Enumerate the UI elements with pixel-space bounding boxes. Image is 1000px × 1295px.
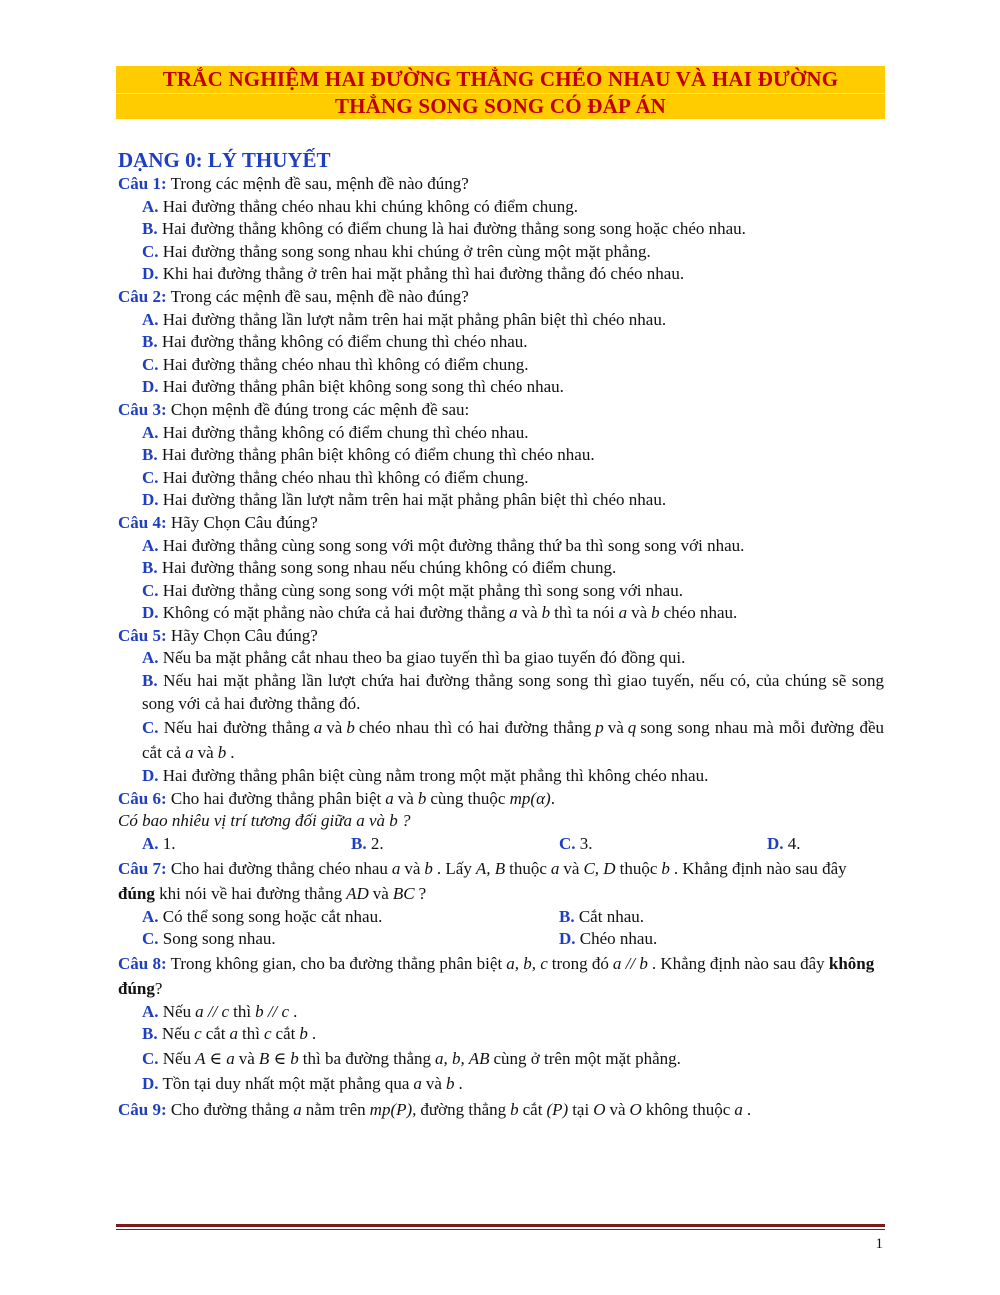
option-d: D. 4. (767, 834, 801, 854)
question-text: Hãy Chọn Câu đúng? (170, 625, 318, 645)
option-d: D. Hai đường thẳng phân biệt cùng nằm trong một mặt phẳng thì không chéo nhau. (142, 766, 709, 786)
title-line-1: TRẮC NGHIỆM HAI ĐƯỜNG THẲNG CHÉO NHAU VÀ HAI ĐƯỜNG (162, 67, 839, 91)
option-a: A. Nếu ba mặt phẳng cắt nhau theo ba giao tuyến thì ba giao tuyến đó đồng qui. (142, 648, 686, 668)
question-text: Trong các mệnh đề sau, mệnh đề nào đúng? (170, 174, 469, 193)
option-a: A. Nếu a // c thì b // c . (142, 1001, 298, 1021)
question-1 (118, 173, 884, 196)
option-c: C. Hai đường thẳng chéo nhau thì không có điểm chung. (142, 467, 529, 487)
option-c: C. Hai đường thẳng chéo nhau thì không có điểm chung. (142, 354, 529, 374)
question-label: Câu 3: (118, 399, 167, 419)
options-row (118, 928, 884, 951)
question-label: Câu 8: (118, 953, 167, 973)
option-c: C. Hai đường thẳng cùng song song với một mặt phẳng thì song song với nhau. (142, 580, 683, 600)
question-label: Câu 1: (118, 174, 167, 193)
footer-rule-thin (116, 1229, 885, 1230)
option-b: B. Hai đường thẳng song song nhau nếu chúng không có điểm chung. (142, 558, 617, 578)
option-b: B. Hai đường thẳng phân biệt không có điểm chung thì chéo nhau. (142, 445, 595, 465)
question-label: Câu 7: (118, 858, 167, 878)
question-7: Câu 7: Cho hai đường thẳng chéo nhau a và b . Lấy A, B thuộc a và C, D thuộc b . Khẳng định nào sau đây đúng khi nói về hai đường thẳng AD và BC ? (118, 858, 847, 903)
question-label: Câu 2: (118, 286, 167, 306)
option-c: C. 3. (559, 834, 593, 854)
option-a: A. Hai đường thẳng cùng song song với một đường thẳng thứ ba thì song song với nhau. (142, 535, 745, 555)
option-d: D. Tồn tại duy nhất một mặt phẳng qua a và b . (142, 1074, 463, 1093)
option-d: D. Khi hai đường thẳng ở trên hai mặt phẳng thì hai đường thẳng đó chéo nhau. (142, 264, 685, 284)
question-6: Câu 6: Cho hai đường thẳng phân biệt a và b cùng thuộc mp(α). (118, 788, 555, 808)
option-d: D. Hai đường thẳng phân biệt không song song thì chéo nhau. (142, 377, 564, 397)
option-c: C. Nếu hai đường thẳng a và b chéo nhau thì có hai đường thẳng p và q song song nhau mà mỗi đường đều cắt cả a và b . (142, 718, 884, 763)
question-5 (118, 625, 884, 648)
question-3 (118, 399, 884, 422)
option-b: B. Nếu hai mặt phẳng lần lượt chứa hai đường thẳng song song thì giao tuyến, nếu có, của chúng sẽ song song với cả hai đường thẳng đó. (142, 671, 885, 713)
page-number: 1 (875, 1236, 883, 1252)
question-note: Có bao nhiêu vị trí tương đối giữa a và b ? (118, 811, 411, 831)
option-a: A. Hai đường thẳng chéo nhau khi chúng không có điểm chung. (142, 196, 579, 216)
title-banner (116, 66, 885, 119)
options-row (118, 833, 884, 856)
title-line-2: THẲNG SONG SONG CÓ ĐÁP ÁN (334, 94, 667, 118)
option-a: A. Có thể song song hoặc cắt nhau. (142, 906, 383, 926)
question-8: Câu 8: Trong không gian, cho ba đường thẳng phân biệt a, b, c trong đó a // b . Khẳng định nào sau đây không đúng? (118, 953, 875, 998)
option-b: B. Cắt nhau. (559, 906, 644, 926)
question-4 (118, 512, 884, 535)
question-9: Câu 9: Cho đường thẳng a nằm trên mp(P), đường thẳng b cắt (P) tại O và O không thuộc a . (118, 1100, 752, 1119)
option-c: C. Hai đường thẳng song song nhau khi chúng ở trên cùng một mặt phẳng. (142, 241, 651, 261)
option-a: A. 1. (142, 834, 176, 854)
question-text: Hãy Chọn Câu đúng? (170, 512, 318, 532)
option-a: A. Hai đường thẳng lần lượt nằm trên hai mặt phẳng phân biệt thì chéo nhau. (142, 309, 667, 329)
footer-rule (116, 1224, 885, 1227)
title-divider (116, 93, 885, 94)
option-b: B. Hai đường thẳng không có điểm chung thì chéo nhau. (142, 332, 528, 352)
question-label: Câu 4: (118, 512, 167, 532)
section-heading: DẠNG 0: LÝ THUYẾT (118, 148, 331, 172)
question-2 (118, 286, 884, 309)
option-b: B. Hai đường thẳng không có điểm chung là hai đường thẳng song song hoặc chéo nhau. (142, 219, 746, 239)
option-d: D. Chéo nhau. (559, 929, 658, 949)
option-a: A. Hai đường thẳng không có điểm chung thì chéo nhau. (142, 422, 529, 442)
question-text: Trong các mệnh đề sau, mệnh đề nào đúng? (170, 286, 469, 306)
options-row (118, 906, 884, 929)
question-text: Chọn mệnh đề đúng trong các mệnh đề sau: (170, 399, 470, 419)
option-b: B. 2. (351, 834, 384, 854)
question-label: Câu 5: (118, 625, 167, 645)
question-list (118, 173, 884, 1124)
option-b: B. Nếu c cắt a thì c cắt b . (142, 1024, 317, 1044)
option-d: D. Hai đường thẳng lần lượt nằm trên hai mặt phẳng phân biệt thì chéo nhau. (142, 490, 667, 510)
question-label: Câu 9: (118, 1100, 167, 1119)
option-d: D. Không có mặt phẳng nào chứa cả hai đường thẳng a và b thì ta nói a và b chéo nhau. (142, 603, 738, 623)
option-c: C. Song song nhau. (142, 929, 276, 949)
option-c: C. Nếu A ∈ a và B ∈ b thì ba đường thẳng a, b, AB cùng ở trên một mặt phẳng. (142, 1049, 681, 1068)
question-label: Câu 6: (118, 788, 167, 808)
